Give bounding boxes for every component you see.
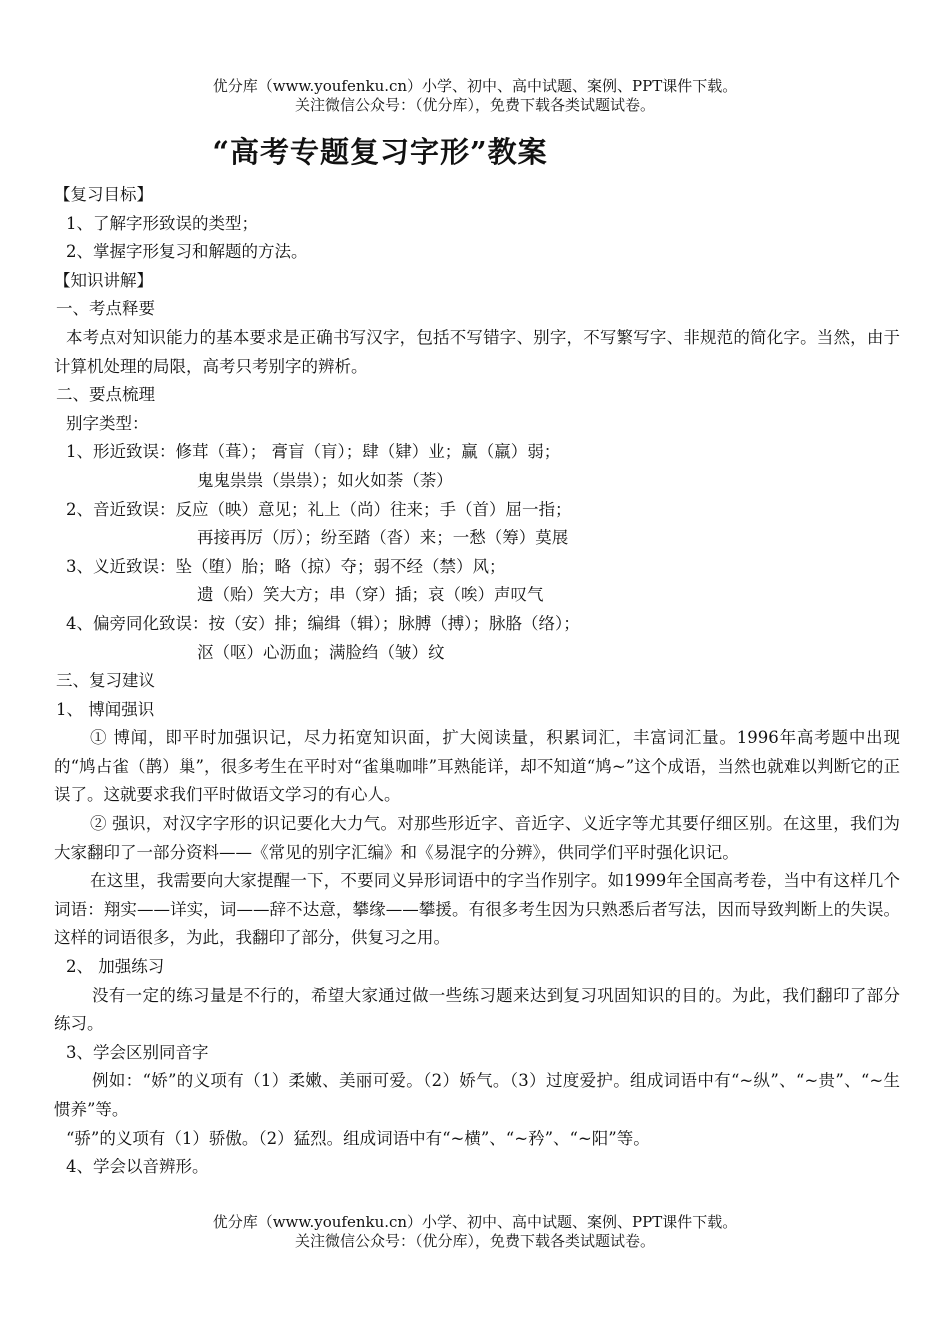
type-2-line-1: 2、音近致误：反应（映）意见；礼上（尚）往来；手（首）屈一指； [66, 499, 572, 519]
type-1-label: 1、形近致误： [66, 442, 176, 462]
type-2-line-2: 再接再厉（厉）；纷至踏（沓）来；一愁（筹）莫展 [197, 528, 569, 548]
type-3-line-1: 3、义近致误：坠（堕）胎；略（掠）夺；弱不经（禁）风； [66, 556, 506, 576]
goal-item-1: 1、了解字形致误的类型； [66, 213, 258, 233]
section-1-heading: 一、考点释要 [56, 299, 155, 319]
sub-4-heading: 4、学会以音辨形。 [66, 1157, 209, 1177]
sub-1-heading: 1、 博闻强识 [56, 699, 155, 719]
header-line-1: 优分库（www.youfenku.cn）小学、初中、高中试题、案例、PPT课件下载。 [212, 77, 738, 95]
knowledge-heading: 【知识讲解】 [54, 270, 153, 290]
sub-3-paragraph-1: 例如：“娇”的义项有（1）柔嫩、美丽可爱。（2）娇气。（3）过度爱护。组成词语中有“~纵”、“~贵”、“~生惯养”等。 [54, 1071, 900, 1119]
header-line-2: 关注微信公众号：（优分库），免费下载各类试题试卷。 [294, 96, 655, 114]
footer-line-2: 关注微信公众号：（优分库），免费下载各类试题试卷。 [294, 1232, 655, 1250]
footer-line-1: 优分库（www.youfenku.cn）小学、初中、高中试题、案例、PPT课件下载。 [212, 1213, 738, 1231]
goals-heading: 【复习目标】 [54, 185, 153, 204]
section-1-paragraph: 本考点对知识能力的基本要求是正确书写汉字，包括不写错字、别字，不写繁写字、非规范的简化字。当然，由于计算机处理的局限，高考只考别字的辨析。 [54, 327, 900, 376]
page-footer [0, 1213, 950, 1251]
document-body [54, 181, 900, 1182]
section-3-heading: 三、复习建议 [56, 671, 155, 691]
sub-1-paragraph-2: ② 强识，对汉字字形的识记要化大力气。对那些形近字、音近字、义近字等尤其要仔细区别。在这里，我们为大家翻印了一部分资料——《常见的别字汇编》和《易混字的分辨》，供同学们平时强化识记。 [54, 814, 900, 862]
type-3-line-2: 遗（贻）笑大方；串（穿）插；哀（唉）声叹气 [197, 585, 544, 605]
type-1-line-1: 1、形近致误：修茸（葺）； 膏盲（肓）；肆（肄）业；赢（羸）弱； [66, 442, 561, 462]
type-2-label: 2、音近致误： [66, 499, 176, 519]
sub-1-paragraph-3: 在这里，我需要向大家提醒一下，不要同义异形词语中的字当作别字。如1999年全国高考卷，当中有这样几个词语：翔实——详实，词——辞不达意，攀缘——攀援。有很多考生因为只熟悉后者写法，因而导致判断上的失误。这样的词语很多，为此，我翻印了部分，供复习之用。 [54, 871, 900, 948]
page-header [0, 77, 950, 115]
goal-item-2: 2、掌握字形复习和解题的方法。 [66, 242, 308, 262]
type-3-label: 3、义近致误： [66, 556, 176, 576]
type-4-line-1: 4、偏旁同化致误：按（安）排；编缉（辑）；脉膊（搏）；脉胳（络）； [66, 613, 580, 633]
sub-2-paragraph-1: 没有一定的练习量是不行的，希望大家通过做一些练习题来达到复习巩固知识的目的。为此，我们翻印了部分练习。 [54, 985, 900, 1034]
type-4-label: 4、偏旁同化致误： [66, 613, 209, 633]
sub-3-paragraph-2: “骄”的义项有（1）骄傲。（2）猛烈。组成词语中有“~横”、“~矜”、“~阳”等。 [66, 1128, 650, 1148]
sub-1-paragraph-1: ① 博闻，即平时加强识记，尽力拓宽知识面，扩大阅读量，积累词汇，丰富词汇量。1996年高考题中出现的“鸠占雀（鹊）巢”，很多考生在平时对“雀巢咖啡”耳熟能详，却不知道“鸠~”这个成语，当然也就难以判断它的正误了。这就要求我们平时做语文学习的有心人。 [54, 728, 900, 805]
sub-3-heading: 3、学会区别同音字 [66, 1042, 209, 1062]
sub-2-heading: 2、 加强练习 [66, 957, 165, 977]
document-title: “高考专题复习字形”教案 [212, 135, 548, 169]
types-label: 别字类型： [66, 413, 149, 433]
type-1-line-2: 鬼鬼祟祟（祟祟）；如火如荼（荼） [197, 470, 453, 490]
type-4-line-2: 沤（呕）心沥血；满脸绉（皱）纹 [197, 642, 445, 662]
section-2-heading: 二、要点梳理 [56, 385, 155, 405]
